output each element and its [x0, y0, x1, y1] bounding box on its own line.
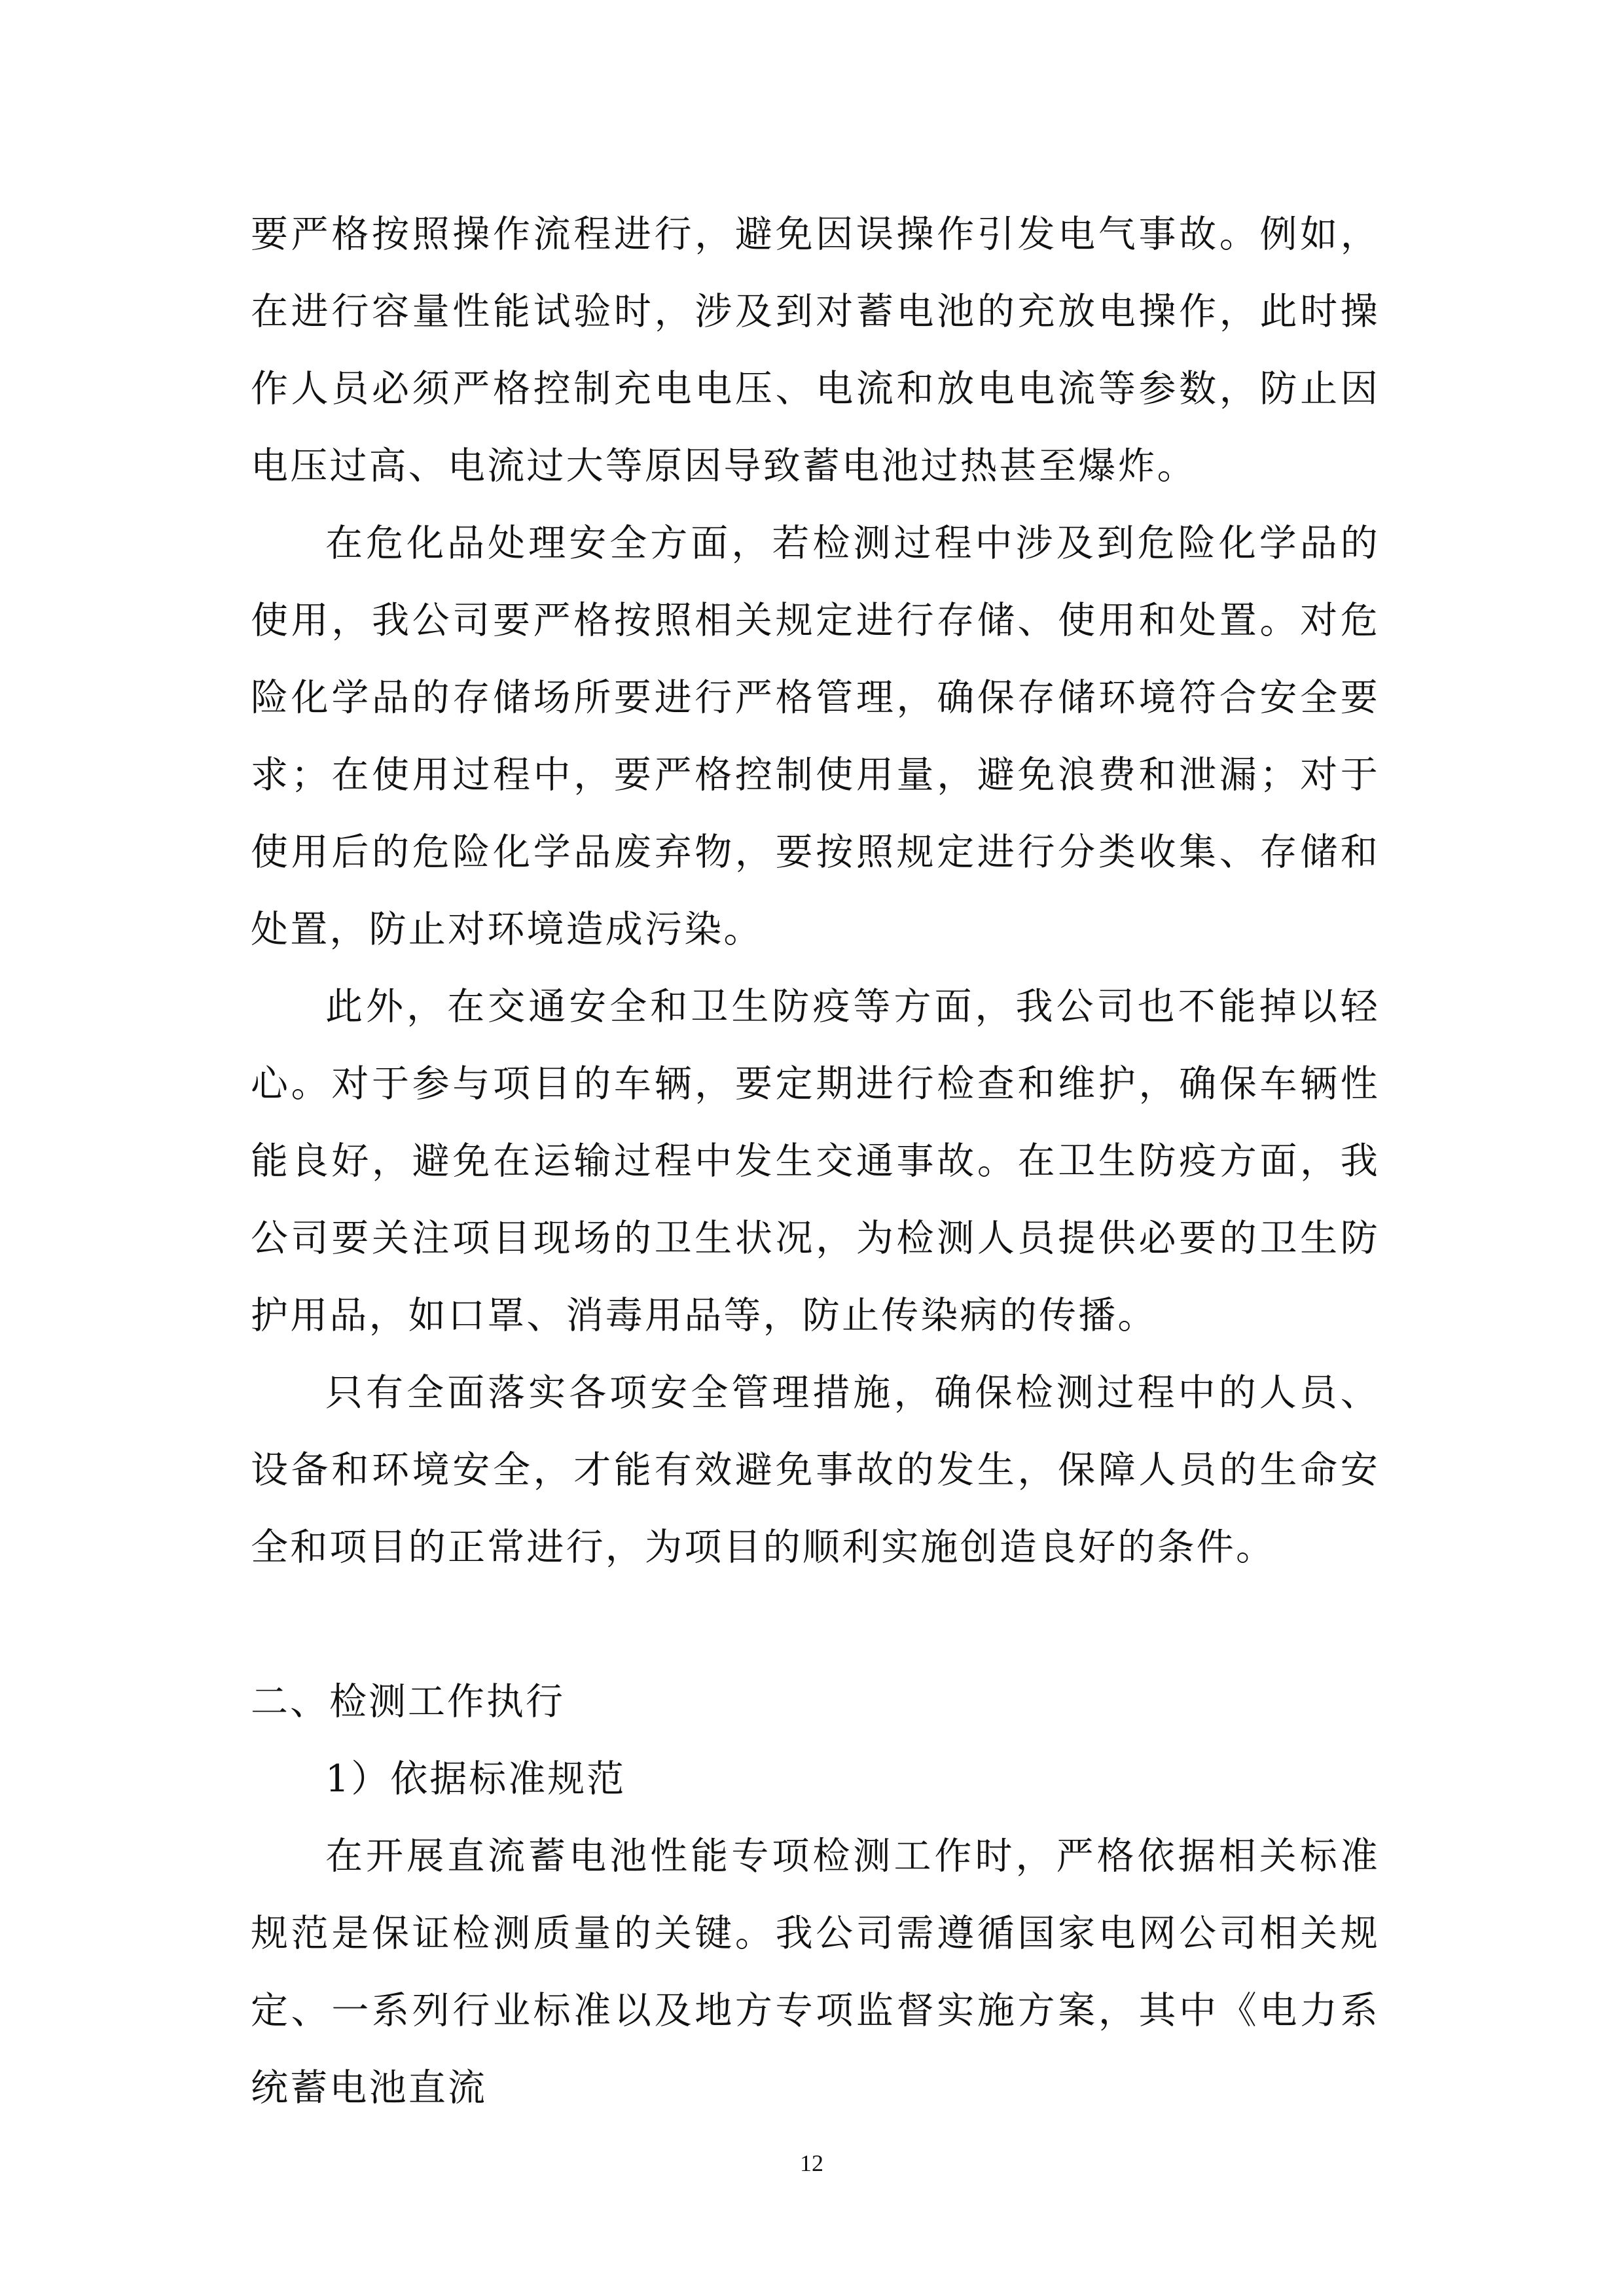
section-heading: 二、检测工作执行 [251, 1680, 565, 1723]
section-spacer [251, 1586, 1380, 1663]
paragraph-traffic-hygiene: 此外，在交通安全和卫生防疫等方面，我公司也不能掉以轻心。对于参与项目的车辆，要定期进行检查和维护，确保车辆性能良好，避免在运输过程中发生交通事故。在卫生防疫方面，我公司要关注项目现场的卫生状况，为检测人员提供必要的卫生防护用品，如口罩、消毒用品等，防止传染病的传播。 [251, 985, 1380, 1337]
subsection-heading: 1）依据标准规范 [325, 1757, 626, 1801]
paragraph-standards: 在开展直流蓄电池性能专项检测工作时，严格依据相关标准规范是保证检测质量的关键。我公司需遵循国家电网公司相关规定、一系列行业标准以及地方专项监督实施方案，其中《电力系统蓄电池直流 [251, 1835, 1380, 2109]
page-number: 12 [800, 2150, 823, 2176]
paragraph-hazmat-safety: 在危化品处理安全方面，若检测过程中涉及到危险化学品的使用，我公司要严格按照相关规定进行存储、使用和处置。对危险化学品的存储场所要进行严格管理，确保存储环境符合安全要求；在使用过程中，要严格控制使用量，避免浪费和泄漏；对于使用后的危险化学品废弃物，要按照规定进行分类收集、存储和处置，防止对环境造成污染。 [251, 522, 1380, 951]
paragraph-continuation: 要严格按照操作流程进行，避免因误操作引发电气事故。例如，在进行容量性能试验时，涉及到对蓄电池的充放电操作，此时操作人员必须严格控制充电电压、电流和放电电流等参数，防止因电压过高、电流过大等原因导致蓄电池过热甚至爆炸。 [251, 213, 1380, 488]
body-text [251, 196, 1380, 2126]
paragraph-safety-summary: 只有全面落实各项安全管理措施，确保检测过程中的人员、设备和环境安全，才能有效避免事故的发生，保障人员的生命安全和项目的正常进行，为项目的顺利实施创造良好的条件。 [251, 1371, 1380, 1569]
